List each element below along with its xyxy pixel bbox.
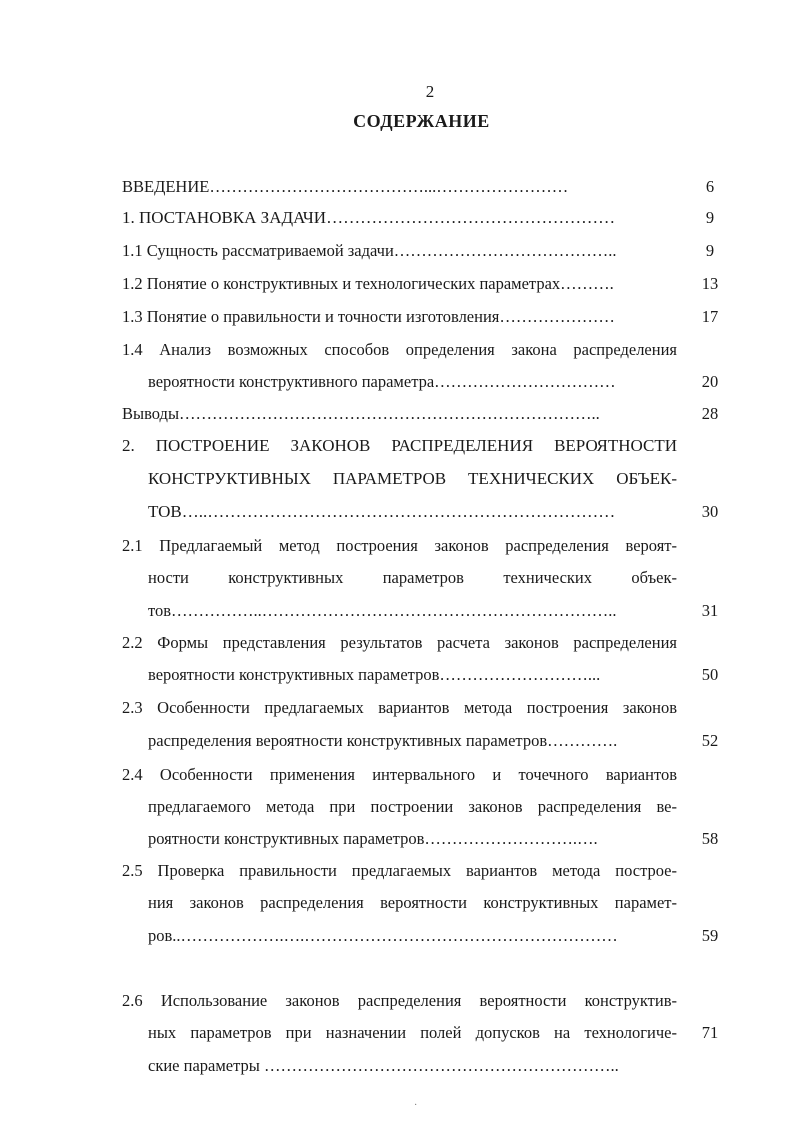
toc-entry-text: 2.4 Особенности применения интервального и точечного вариантов <box>122 765 677 784</box>
toc-entry-text: 1.4 Анализ возможных способов определения закона распределения <box>122 340 677 359</box>
scan-speck: · <box>414 1100 418 1111</box>
toc-entry-text-continued: предлагаемого метода при построении законов распределения ве- <box>148 797 677 816</box>
toc-page-number: 6 <box>705 177 715 196</box>
toc-entry-text-continued: ские параметры ……………………………………………………….. <box>148 1056 619 1075</box>
toc-entry-text: 2.6 Использование законов распределения вероятности конструктив- <box>122 991 677 1010</box>
toc-entry-text-continued: вероятности конструктивного параметра…………………………… <box>148 372 616 391</box>
toc-entry-text-continued: ния законов распределения вероятности конструктивных парамет- <box>148 893 677 912</box>
toc-page-number: 59 <box>701 926 719 945</box>
toc-entry-text: ВВЕДЕНИЕ…………………………………...…………………… <box>122 177 569 196</box>
toc-page-number: 31 <box>701 601 719 620</box>
toc-entry-text: 2.3 Особенности предлагаемых вариантов метода построения законов <box>122 698 677 717</box>
toc-entry-text: 2.5 Проверка правильности предлагаемых вариантов метода построе- <box>122 861 677 880</box>
toc-entry-text: 2. ПОСТРОЕНИЕ ЗАКОНОВ РАСПРЕДЕЛЕНИЯ ВЕРОЯТНОСТИ <box>122 436 677 455</box>
toc-page-number: 20 <box>701 372 719 391</box>
toc-entry-text-continued: распределения вероятности конструктивных параметров…………. <box>148 731 618 750</box>
toc-page-number: 52 <box>701 731 719 750</box>
toc-entry-text: 2.1 Предлагаемый метод построения законов распределения вероят- <box>122 536 677 555</box>
toc-entry-text-continued: КОНСТРУКТИВНЫХ ПАРАМЕТРОВ ТЕХНИЧЕСКИХ ОБЪЕК- <box>148 469 677 488</box>
toc-page-number: 13 <box>701 274 719 293</box>
toc-entry-text-continued: ности конструктивных параметров технических объек- <box>148 568 677 587</box>
toc-entry-text: 1.3 Понятие о правильности и точности изготовления………………… <box>122 307 615 326</box>
toc-page-number: 58 <box>701 829 719 848</box>
toc-entry-text: 1.1 Сущность рассматриваемой задачи………………………………….. <box>122 241 617 260</box>
toc-entry-text-continued: ров..……………….….………………………………………………… <box>148 926 618 945</box>
toc-page-number: 28 <box>701 404 719 423</box>
toc-entry-text-continued: ТОВ…..……………………………………………………………… <box>148 502 616 521</box>
toc-page-number: 30 <box>701 502 719 521</box>
toc-entry-text-continued: тов……………..……………………………………………………….. <box>148 601 617 620</box>
toc-entry-text: 1.2 Понятие о конструктивных и технологических параметрах………. <box>122 274 614 293</box>
toc-page-number: 50 <box>701 665 719 684</box>
toc-page-number: 17 <box>701 307 719 326</box>
toc-page-number: 71 <box>701 1023 719 1042</box>
toc-entry-text: 1. ПОСТАНОВКА ЗАДАЧИ…………………………………………… <box>122 208 616 227</box>
toc-entry-text-continued: вероятности конструктивных параметров………………………... <box>148 665 601 684</box>
toc-entry-text: 2.2 Формы представления результатов расчета законов распределения <box>122 633 677 652</box>
toc-entry-text-continued: ных параметров при назначении полей допусков на технологиче- <box>148 1023 677 1042</box>
page-number: 2 <box>425 82 435 101</box>
toc-entry-text: Выводы………………………………………………………………….. <box>122 404 600 423</box>
toc-page-number: 9 <box>705 241 715 260</box>
page-title: СОДЕРЖАНИЕ <box>353 111 490 131</box>
toc-page-number: 9 <box>705 208 715 227</box>
toc-entry-text-continued: роятности конструктивных параметров……………………….…. <box>148 829 598 848</box>
